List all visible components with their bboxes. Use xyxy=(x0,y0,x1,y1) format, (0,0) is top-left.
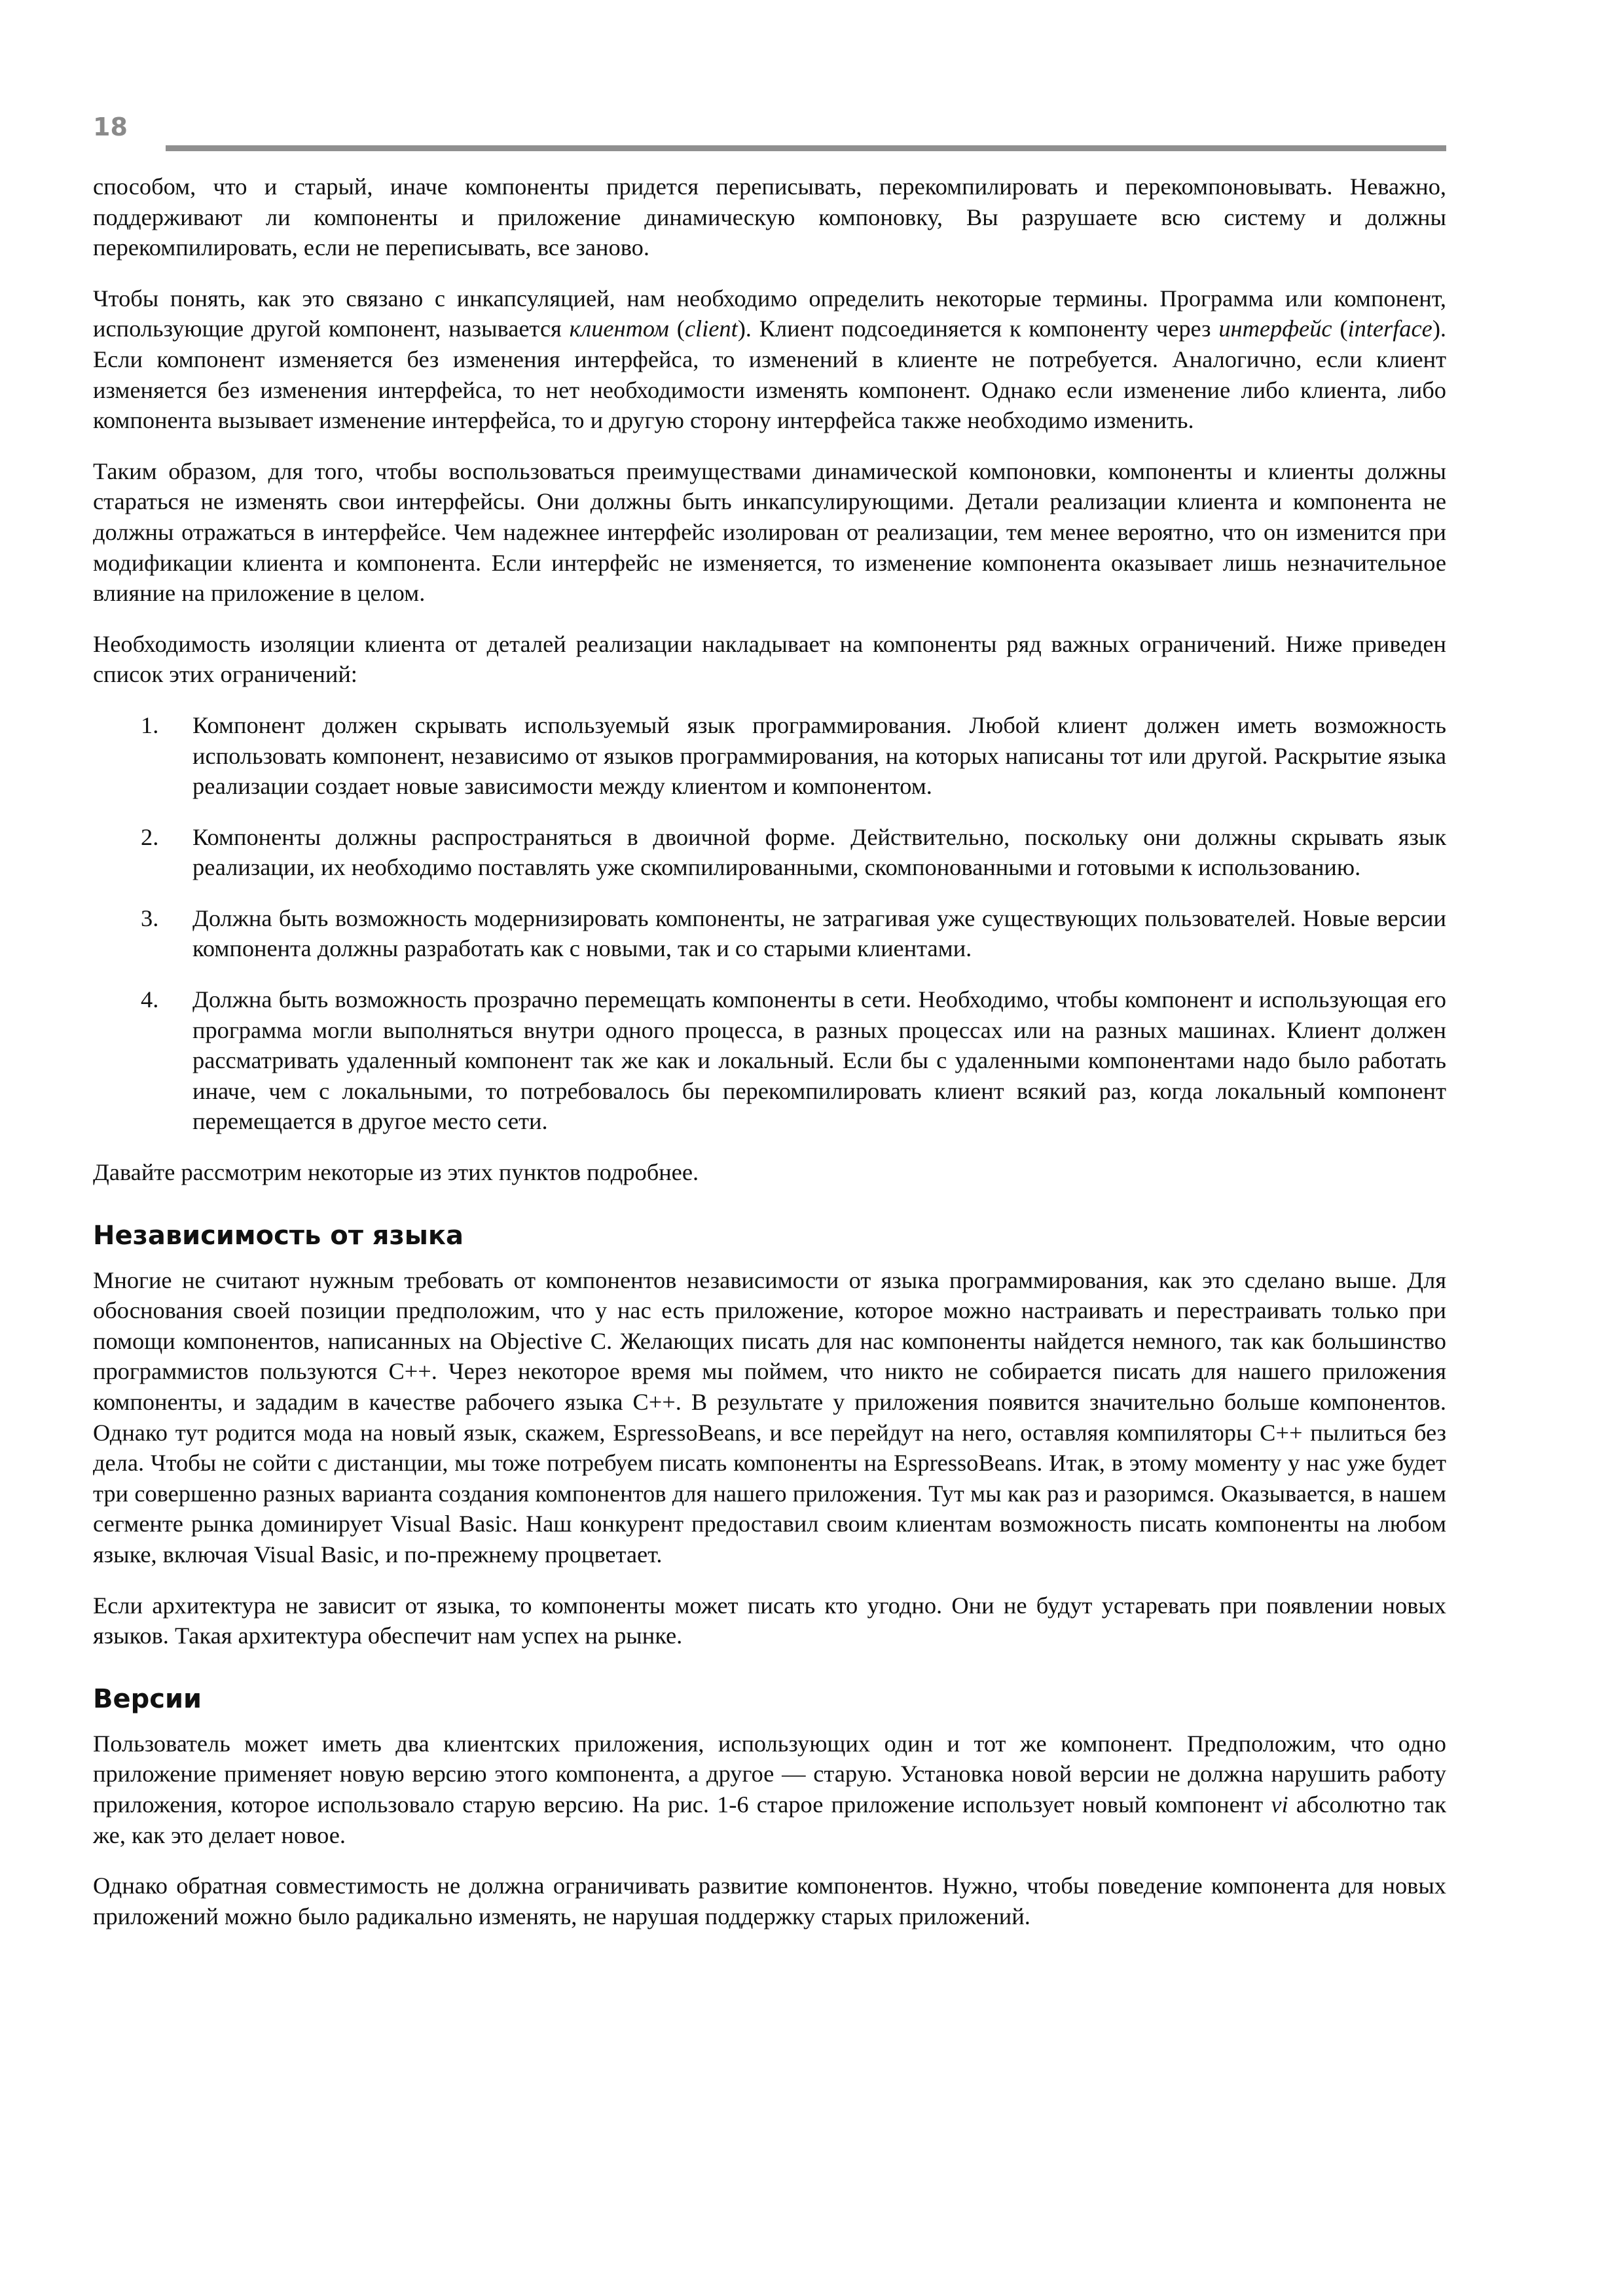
p8-text-b: абсолютно так же, как это делает новое. xyxy=(93,1791,1446,1848)
term-client: клиентом xyxy=(569,315,669,342)
header-rule xyxy=(166,145,1446,151)
paragraph-8 xyxy=(93,1729,1446,1850)
paragraph-3: Таким образом, для того, чтобы воспользоваться преимуществами динамической компоновки, компоненты и клиенты должны стараться не изменять свои интерфейсы. Они должны быть инкапсулирующими. Детали реализации клиента и компонента не должны отражаться в интерфейсе. Чем надежнее интерфейс изолирован от реализации, тем менее вероятно, что он изменится при модификации клиента и компонента. Если интерфейс не изменяется, то изменение компонента оказывает лишь незначительное влияние на приложение в целом. xyxy=(93,457,1446,607)
p2-text-a: Чтобы понять, как это связано с инкапсуляцией, нам необходимо определить некоторые термины. Программа или компонент, использующие другой компонент, называется xyxy=(93,285,1446,342)
section-heading-language-independence: Независимость от языка xyxy=(93,1220,464,1251)
list-item-number: 3. xyxy=(141,905,159,931)
list-item xyxy=(93,822,1446,883)
paragraph-6: Многие не считают нужным требовать от компонентов независимости от языка программирования, как это сделано выше. Для обоснования своей позиции предположим, что у нас есть приложение, которое можно настраивать и перестраивать только при помощи компонентов, написанных на Objective C. Желающих писать для нас компоненты найдется немного, так как большинство программистов пользуются C++. Через некоторое время мы поймем, что никто не собирается писать для нашего приложения компоненты, и зададим в качестве рабочего языка C++. В результате у приложения появится значительно больше компонентов. Однако тут родится мода на новый язык, скажем, EspressoBeans, и все перейдут на него, оставляя компиляторы C++ пылиться без дела. Чтобы не сойти с дистанции, мы тоже потребуем писать компоненты на EspressoBeans. Итак, в этому моменту у нас уже будет три совершенно разных варианта создания компонентов для нашего приложения. Тут мы как раз и разоримся. Оказывается, в нашем сегменте рынка доминирует Visual Basic. Наш конкурент предоставил своим клиентам возможность писать компоненты на любом языке, включая Visual Basic, и по-прежнему процветает. xyxy=(93,1266,1446,1568)
term-vi: vi xyxy=(1271,1791,1288,1818)
page-content xyxy=(93,171,1446,1952)
list-item-number: 1. xyxy=(141,711,159,738)
paragraph-2 xyxy=(93,283,1446,436)
list-item-number: 4. xyxy=(141,986,159,1013)
paragraph-9: Однако обратная совместимость не должна ограничивать развитие компонентов. Нужно, чтобы поведение компонента для новых приложений можно было радикально изменять, не нарушая поддержку старых приложений. xyxy=(93,1873,1446,1929)
list-item xyxy=(93,710,1446,802)
list-item-text: Компонент должен скрывать используемый язык программирования. Любой клиент должен иметь возможность использовать компонент, независимо от языков программирования, на которых написаны тот или другой. Раскрытие языка реализации создает новые зависимости между клиентом и компонентом. xyxy=(192,711,1446,800)
list-item-text: Компоненты должны распространяться в двоичной форме. Действительно, поскольку они должны скрывать язык реализации, их необходимо поставлять уже скомпилированными, скомпонованными и готовыми к использованию. xyxy=(192,823,1446,881)
paragraph-4: Необходимость изоляции клиента от деталей реализации накладывает на компоненты ряд важных ограничений. Ниже приведен список этих ограничений: xyxy=(93,630,1446,688)
requirements-list xyxy=(93,710,1446,1137)
list-item-text: Должна быть возможность прозрачно перемещать компоненты в сети. Необходимо, чтобы компонент и использующая его программа могли выполняться внутри одного процесса, в разных процессах или на разных машинах. Клиент должен рассматривать удаленный компонент так же как и локальный. Если бы с удаленными компонентами надо было работать иначе, чем с локальными, то потребовалось бы перекомпилировать клиент всякий раз, когда локальный компонент перемещается в другое место сети. xyxy=(192,986,1446,1135)
list-item xyxy=(93,903,1446,964)
term-interface: интерфейс xyxy=(1218,315,1332,342)
paragraph-1: способом, что и старый, иначе компоненты придется переписывать, перекомпилировать и перекомпоновывать. Неважно, поддерживают ли компоненты и приложение динамическую компоновку, Вы разрушаете всю систему и должны перекомпилировать, если не переписывать, все заново. xyxy=(93,173,1446,261)
p2-text-b: ( xyxy=(668,315,685,342)
p2-text-e: ). Если компонент изменяется без изменения интерфейса, то изменений в клиенте не потребуется. Аналогично, если клиент изменяется без изменения интерфейса, то нет необходимости изменять компонент. Однако если изменение либо клиента, либо компонента вызывает изменение интерфейса, то и другую сторону интерфейса также необходимо изменить. xyxy=(93,315,1447,434)
term-interface-en: interface xyxy=(1347,315,1432,342)
paragraph-7: Если архитектура не зависит от языка, то компоненты может писать кто угодно. Они не будут устаревать при появлении новых языков. Такая архитектура обеспечит нам успех на рынке. xyxy=(93,1592,1446,1649)
section-heading-versions: Версии xyxy=(93,1683,202,1714)
term-client-en: client xyxy=(684,315,738,342)
p2-text-c: ). Клиент подсоединяется к компоненту через xyxy=(737,315,1219,342)
p2-text-d: ( xyxy=(1332,315,1348,342)
page-number: 18 xyxy=(93,113,128,141)
p8-text-a: Пользователь может иметь два клиентских приложения, использующих один и тот же компонент. Предположим, что одно приложение применяет новую версию этого компонента, а другое — старую. Установка новой версии не должна нарушить работу приложения, которое использовало старую версию. На рис. 1-6 старое приложение использует новый компонент xyxy=(93,1730,1446,1818)
paragraph-5: Давайте рассмотрим некоторые из этих пунктов подробнее. xyxy=(93,1159,699,1186)
list-item-text: Должна быть возможность модернизировать компоненты, не затрагивая уже существующих пользователей. Новые версии компонента должны разработать как с новыми, так и со старыми клиентами. xyxy=(192,905,1446,962)
list-item xyxy=(93,984,1446,1137)
list-item-number: 2. xyxy=(141,823,159,850)
